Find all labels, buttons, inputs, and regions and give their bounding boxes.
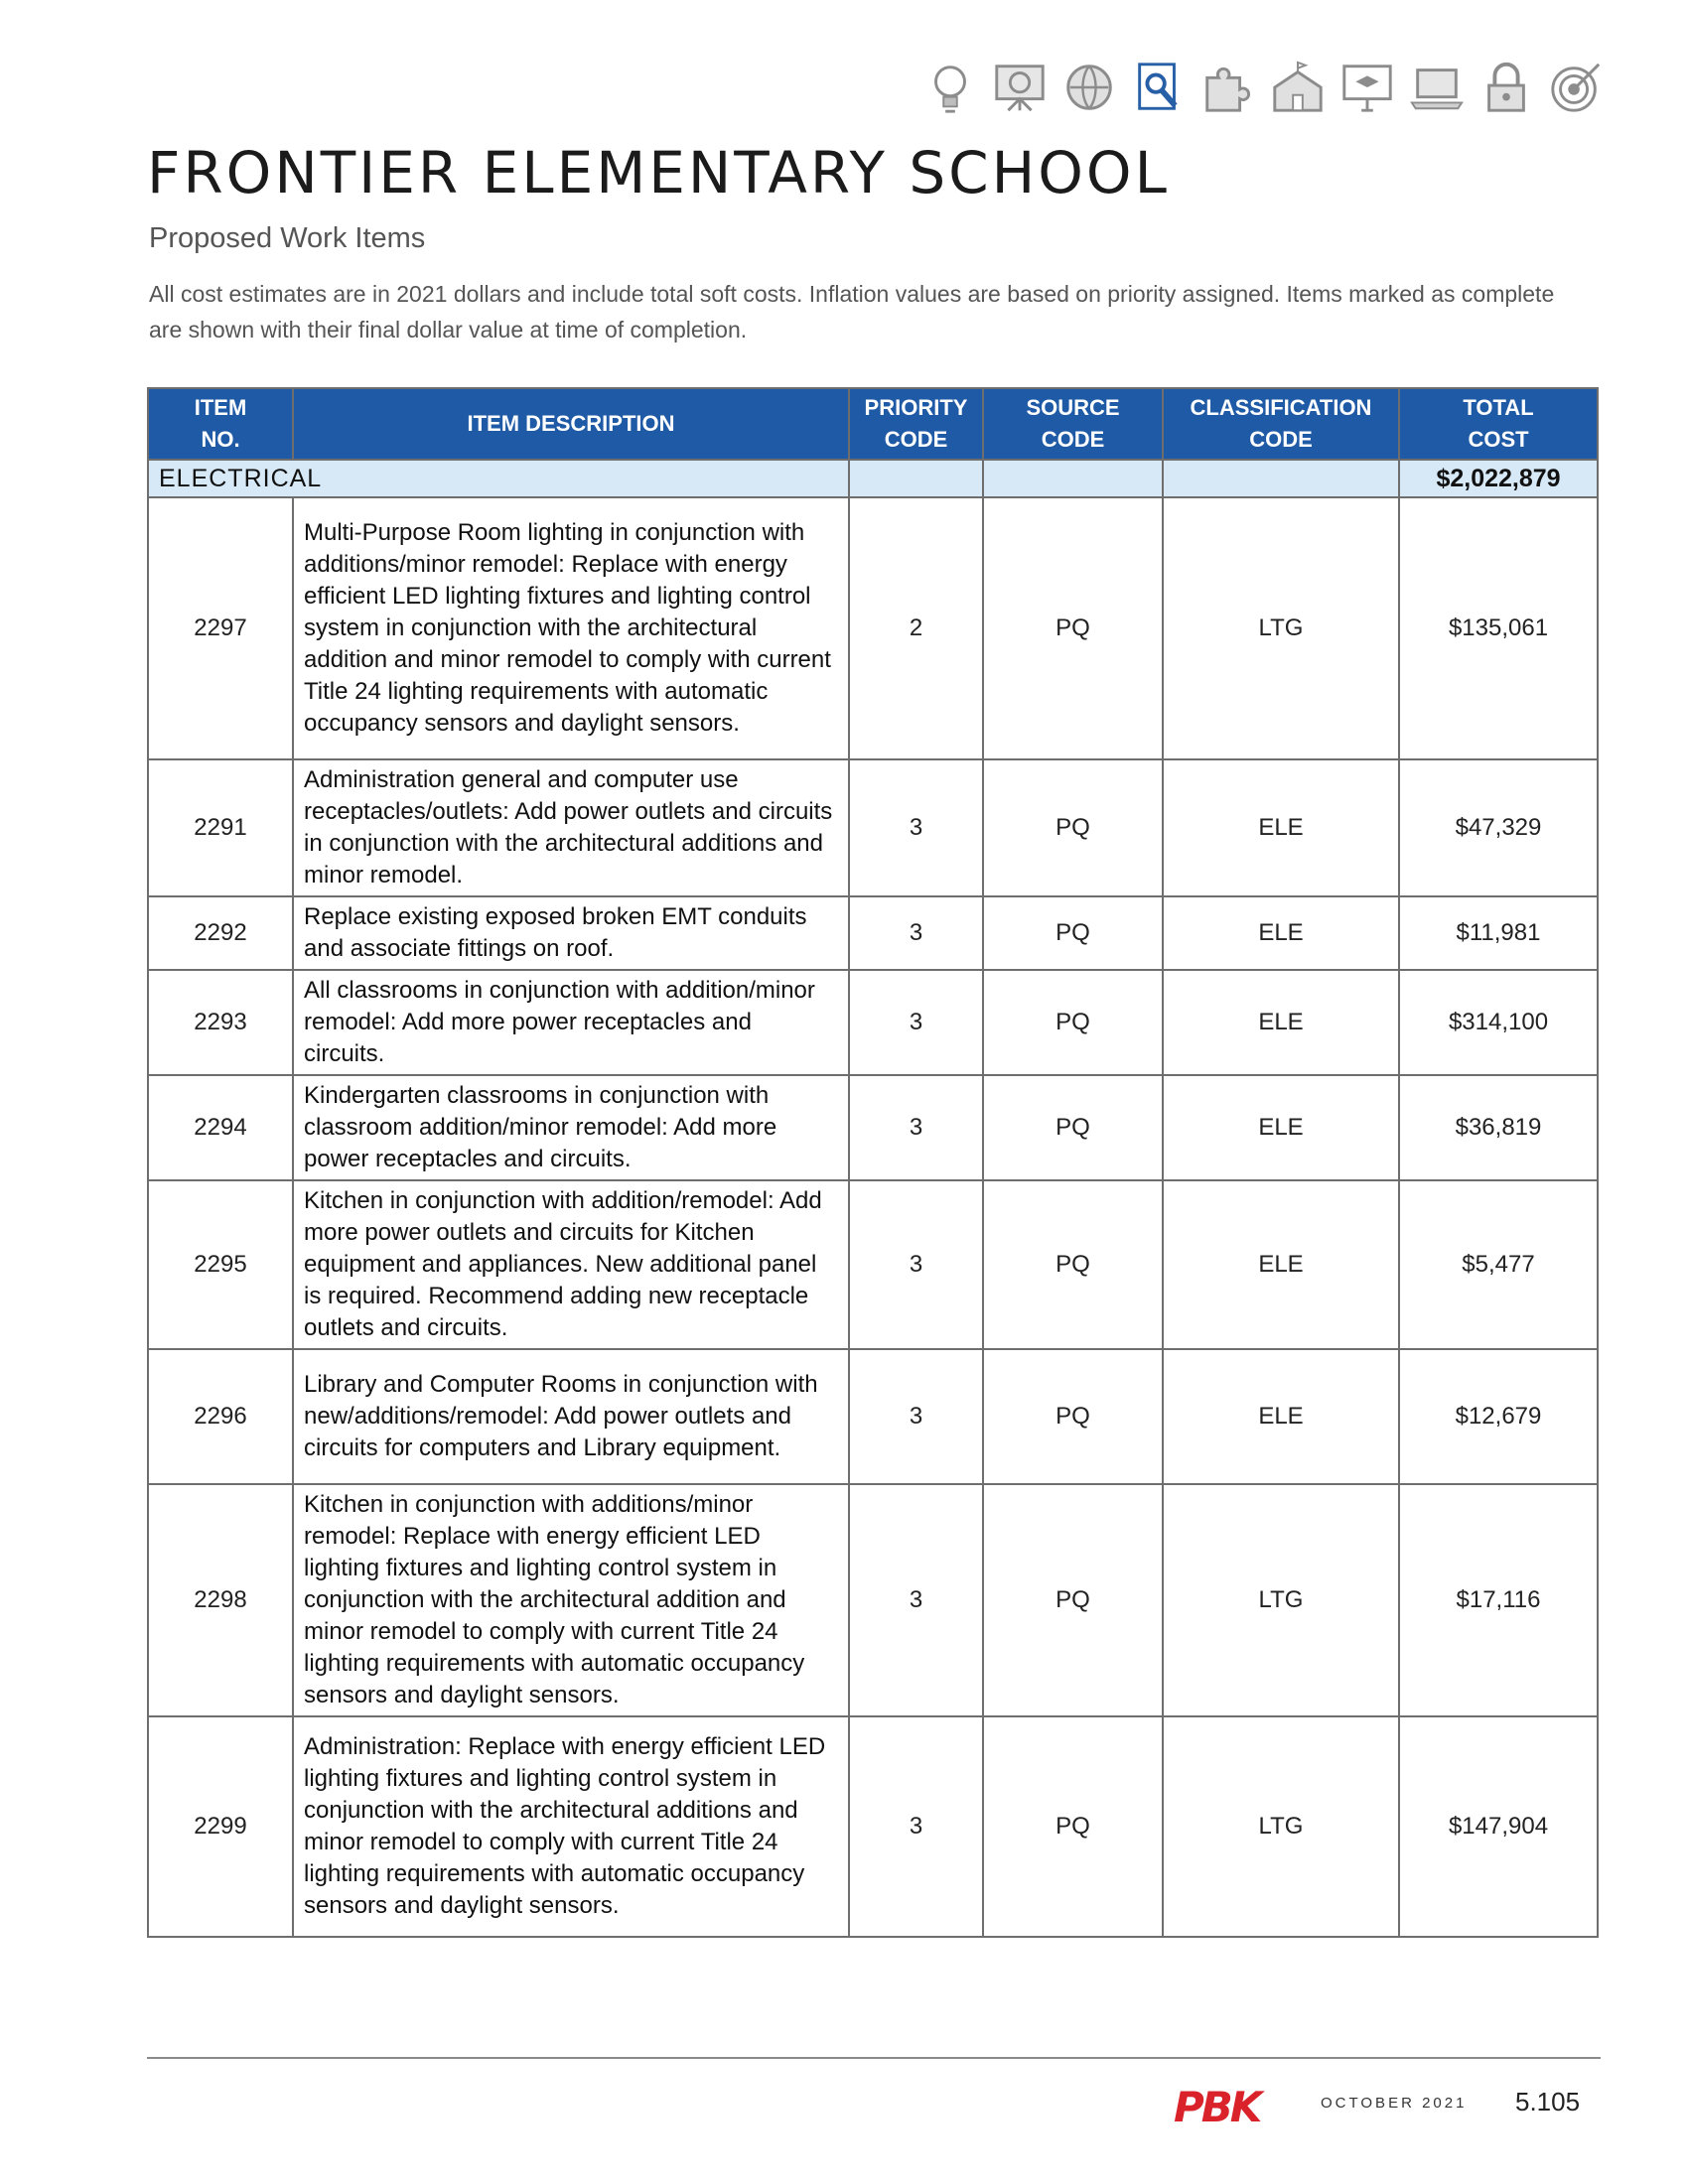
- lightbulb-icon: [918, 56, 982, 119]
- priority-code: 3: [849, 1075, 983, 1180]
- classification-code: LTG: [1163, 497, 1399, 759]
- item-number: 2291: [148, 759, 293, 896]
- section-empty-cell: [849, 460, 983, 497]
- globe-icon: [1057, 56, 1121, 119]
- page-title: FRONTIER ELEMENTARY SCHOOL: [147, 139, 1170, 206]
- source-code: PQ: [983, 497, 1163, 759]
- total-cost: $147,904: [1399, 1716, 1598, 1937]
- total-cost: $135,061: [1399, 497, 1598, 759]
- total-cost: $12,679: [1399, 1349, 1598, 1484]
- priority-code: 3: [849, 1716, 983, 1937]
- footer-divider: [147, 2057, 1601, 2059]
- item-description: Administration general and computer use receptacles/outlets: Add power outlets and circuits in conjunction with the architectural additions and minor remodel.: [293, 759, 849, 896]
- item-description: Library and Computer Rooms in conjunction with new/additions/remodel: Add power outlets and circuits for computers and Library equipment.: [293, 1349, 849, 1484]
- classification-code: ELE: [1163, 1180, 1399, 1349]
- source-code: PQ: [983, 1484, 1163, 1716]
- classification-code: ELE: [1163, 970, 1399, 1075]
- classification-code: ELE: [1163, 896, 1399, 970]
- item-number: 2298: [148, 1484, 293, 1716]
- table-row: [148, 497, 1598, 759]
- source-code: PQ: [983, 1075, 1163, 1180]
- column-header-item-no: ITEM NO.: [148, 388, 293, 460]
- table-row: [148, 970, 1598, 1075]
- graduation-monitor-icon: [1336, 56, 1399, 119]
- priority-code: 3: [849, 1180, 983, 1349]
- classification-code: ELE: [1163, 1075, 1399, 1180]
- total-cost: $11,981: [1399, 896, 1598, 970]
- total-cost: $36,819: [1399, 1075, 1598, 1180]
- table-row: [148, 759, 1598, 896]
- source-code: PQ: [983, 1349, 1163, 1484]
- column-header-total-cost: TOTAL COST: [1399, 388, 1598, 460]
- column-header-classification: CLASSIFICATION CODE: [1163, 388, 1399, 460]
- priority-code: 3: [849, 896, 983, 970]
- page-subtitle: Proposed Work Items: [149, 222, 426, 254]
- total-cost: $5,477: [1399, 1180, 1598, 1349]
- total-cost: $17,116: [1399, 1484, 1598, 1716]
- source-code: PQ: [983, 1716, 1163, 1937]
- total-cost: $47,329: [1399, 759, 1598, 896]
- source-code: PQ: [983, 970, 1163, 1075]
- source-code: PQ: [983, 896, 1163, 970]
- section-total: $2,022,879: [1399, 460, 1598, 497]
- item-number: 2294: [148, 1075, 293, 1180]
- table-row: [148, 1349, 1598, 1484]
- page-number: 5.105: [1515, 2087, 1581, 2116]
- item-number: 2297: [148, 497, 293, 759]
- section-empty-cell: [1163, 460, 1399, 497]
- item-description: Kitchen in conjunction with addition/remodel: Add more power outlets and circuits for Kitchen equipment and appliances. New additional panel is required. Recommend adding new receptacle outlets and circuits.: [293, 1180, 849, 1349]
- classification-code: LTG: [1163, 1484, 1399, 1716]
- presentation-board-icon: [988, 56, 1052, 119]
- search-document-icon: [1127, 56, 1191, 119]
- column-header-description: ITEM DESCRIPTION: [293, 388, 849, 460]
- priority-code: 3: [849, 759, 983, 896]
- laptop-icon: [1405, 56, 1469, 119]
- table-row: [148, 1716, 1598, 1937]
- school-building-icon: [1266, 56, 1330, 119]
- item-description: Kindergarten classrooms in conjunction with classroom addition/minor remodel: Add more power receptacles and circuits.: [293, 1075, 849, 1180]
- classification-code: ELE: [1163, 1349, 1399, 1484]
- section-row-electrical: [148, 460, 1598, 497]
- table-header-row: [148, 388, 1598, 460]
- source-code: PQ: [983, 1180, 1163, 1349]
- item-number: 2293: [148, 970, 293, 1075]
- item-description: Multi-Purpose Room lighting in conjunction with additions/minor remodel: Replace with energy efficient LED lighting fixtures and lighting control system in conjunction with the architectural addition and minor remodel to comply with current Title 24 lighting requirements with automatic occupancy sensors and daylight sensors.: [293, 497, 849, 759]
- item-number: 2292: [148, 896, 293, 970]
- section-name: ELECTRICAL: [148, 460, 849, 497]
- classification-code: ELE: [1163, 759, 1399, 896]
- column-header-source: SOURCE CODE: [983, 388, 1163, 460]
- item-description: All classrooms in conjunction with addition/minor remodel: Add more power receptacles and circuits.: [293, 970, 849, 1075]
- footer-date: OCTOBER 2021: [1321, 2095, 1468, 2112]
- target-icon: [1544, 56, 1608, 119]
- cost-note: All cost estimates are in 2021 dollars and include total soft costs. Inflation values are based on priority assigned. Items marked as complete are shown with their final dollar value at time of completion.: [149, 281, 1555, 342]
- icon-strip: [918, 52, 1614, 123]
- priority-code: 2: [849, 497, 983, 759]
- priority-code: 3: [849, 1484, 983, 1716]
- item-number: 2299: [148, 1716, 293, 1937]
- table-row: [148, 1075, 1598, 1180]
- work-items-table: [147, 387, 1599, 1938]
- section-empty-cell: [983, 460, 1163, 497]
- item-number: 2296: [148, 1349, 293, 1484]
- item-description: Administration: Replace with energy efficient LED lighting fixtures and lighting control system in conjunction with the architectural additions and minor remodel to comply with current Title 24 lighting requirements with automatic occupancy sensors and daylight sensors.: [293, 1716, 849, 1937]
- priority-code: 3: [849, 1349, 983, 1484]
- source-code: PQ: [983, 759, 1163, 896]
- total-cost: $314,100: [1399, 970, 1598, 1075]
- item-description: Replace existing exposed broken EMT conduits and associate fittings on roof.: [293, 896, 849, 970]
- classification-code: LTG: [1163, 1716, 1399, 1937]
- padlock-icon: [1475, 56, 1538, 119]
- column-header-priority: PRIORITY CODE: [849, 388, 983, 460]
- item-description: Kitchen in conjunction with additions/minor remodel: Replace with energy efficient LED lighting fixtures and lighting control system in conjunction with the architectural addition and minor remodel to comply with current Title 24 lighting requirements with automatic occupancy sensors and daylight sensors.: [293, 1484, 849, 1716]
- table-row: [148, 1180, 1598, 1349]
- table-row: [148, 1484, 1598, 1716]
- table-row: [148, 896, 1598, 970]
- puzzle-icon: [1196, 56, 1260, 119]
- pbk-logo: PBK: [1174, 2083, 1260, 2131]
- priority-code: 3: [849, 970, 983, 1075]
- item-number: 2295: [148, 1180, 293, 1349]
